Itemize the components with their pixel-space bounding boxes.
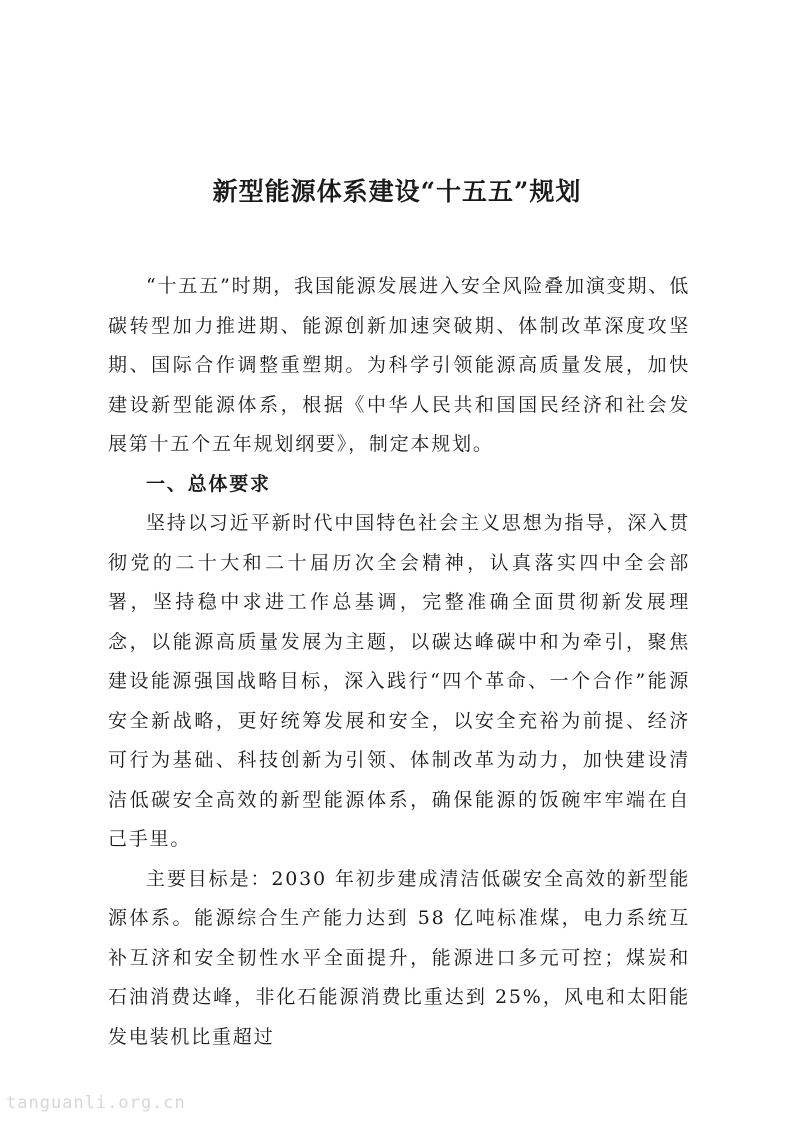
guiding-principles-paragraph: 坚持以习近平新时代中国特色社会主义思想为指导，深入贯彻党的二十大和二十届历次全会精神，认真落实四中全会部署，坚持稳中求进工作总基调，完整准确全面贯彻新发展理念，以能源高质量发展为主题，以碳达峰碳中和为牵引，聚焦建设能源强国战略目标，深入践行“四个革命、一个合作”能源安全新战略，更好统筹发展和安全，以安全充裕为前提、经济可行为基础、科技创新为引领、体制改革为动力，加快建设清洁低碳安全高效的新型能源体系，确保能源的饭碗牢牢端在自己手里。 [108, 512, 690, 850]
main-goals-paragraph: 主要目标是：2030 年初步建成清洁低碳安全高效的新型能源体系。能源综合生产能力达到 58 亿吨标准煤，电力系统互补互济和安全韧性水平全面提升，能源进口多元可控；煤炭和石油消费达峰，非化石能源消费比重达到 25%，风电和太阳能发电装机比重超过 [108, 867, 690, 1048]
document-body [108, 267, 690, 1057]
document-title: 新型能源体系建设“十五五”规划 [212, 177, 582, 206]
section-heading: 一、总体要求 [146, 472, 271, 495]
intro-paragraph: “十五五”时期，我国能源发展进入安全风险叠加演变期、低碳转型加力推进期、能源创新加速突破期、体制改革深度攻坚期、国际合作调整重塑期。为科学引领能源高质量发展，加快建设新型能源体系，根据《中华人民共和国国民经济和社会发展第十五个五年规划纲要》，制定本规划。 [108, 275, 690, 455]
site-watermark: tanguanli.org.cn [6, 1093, 186, 1113]
